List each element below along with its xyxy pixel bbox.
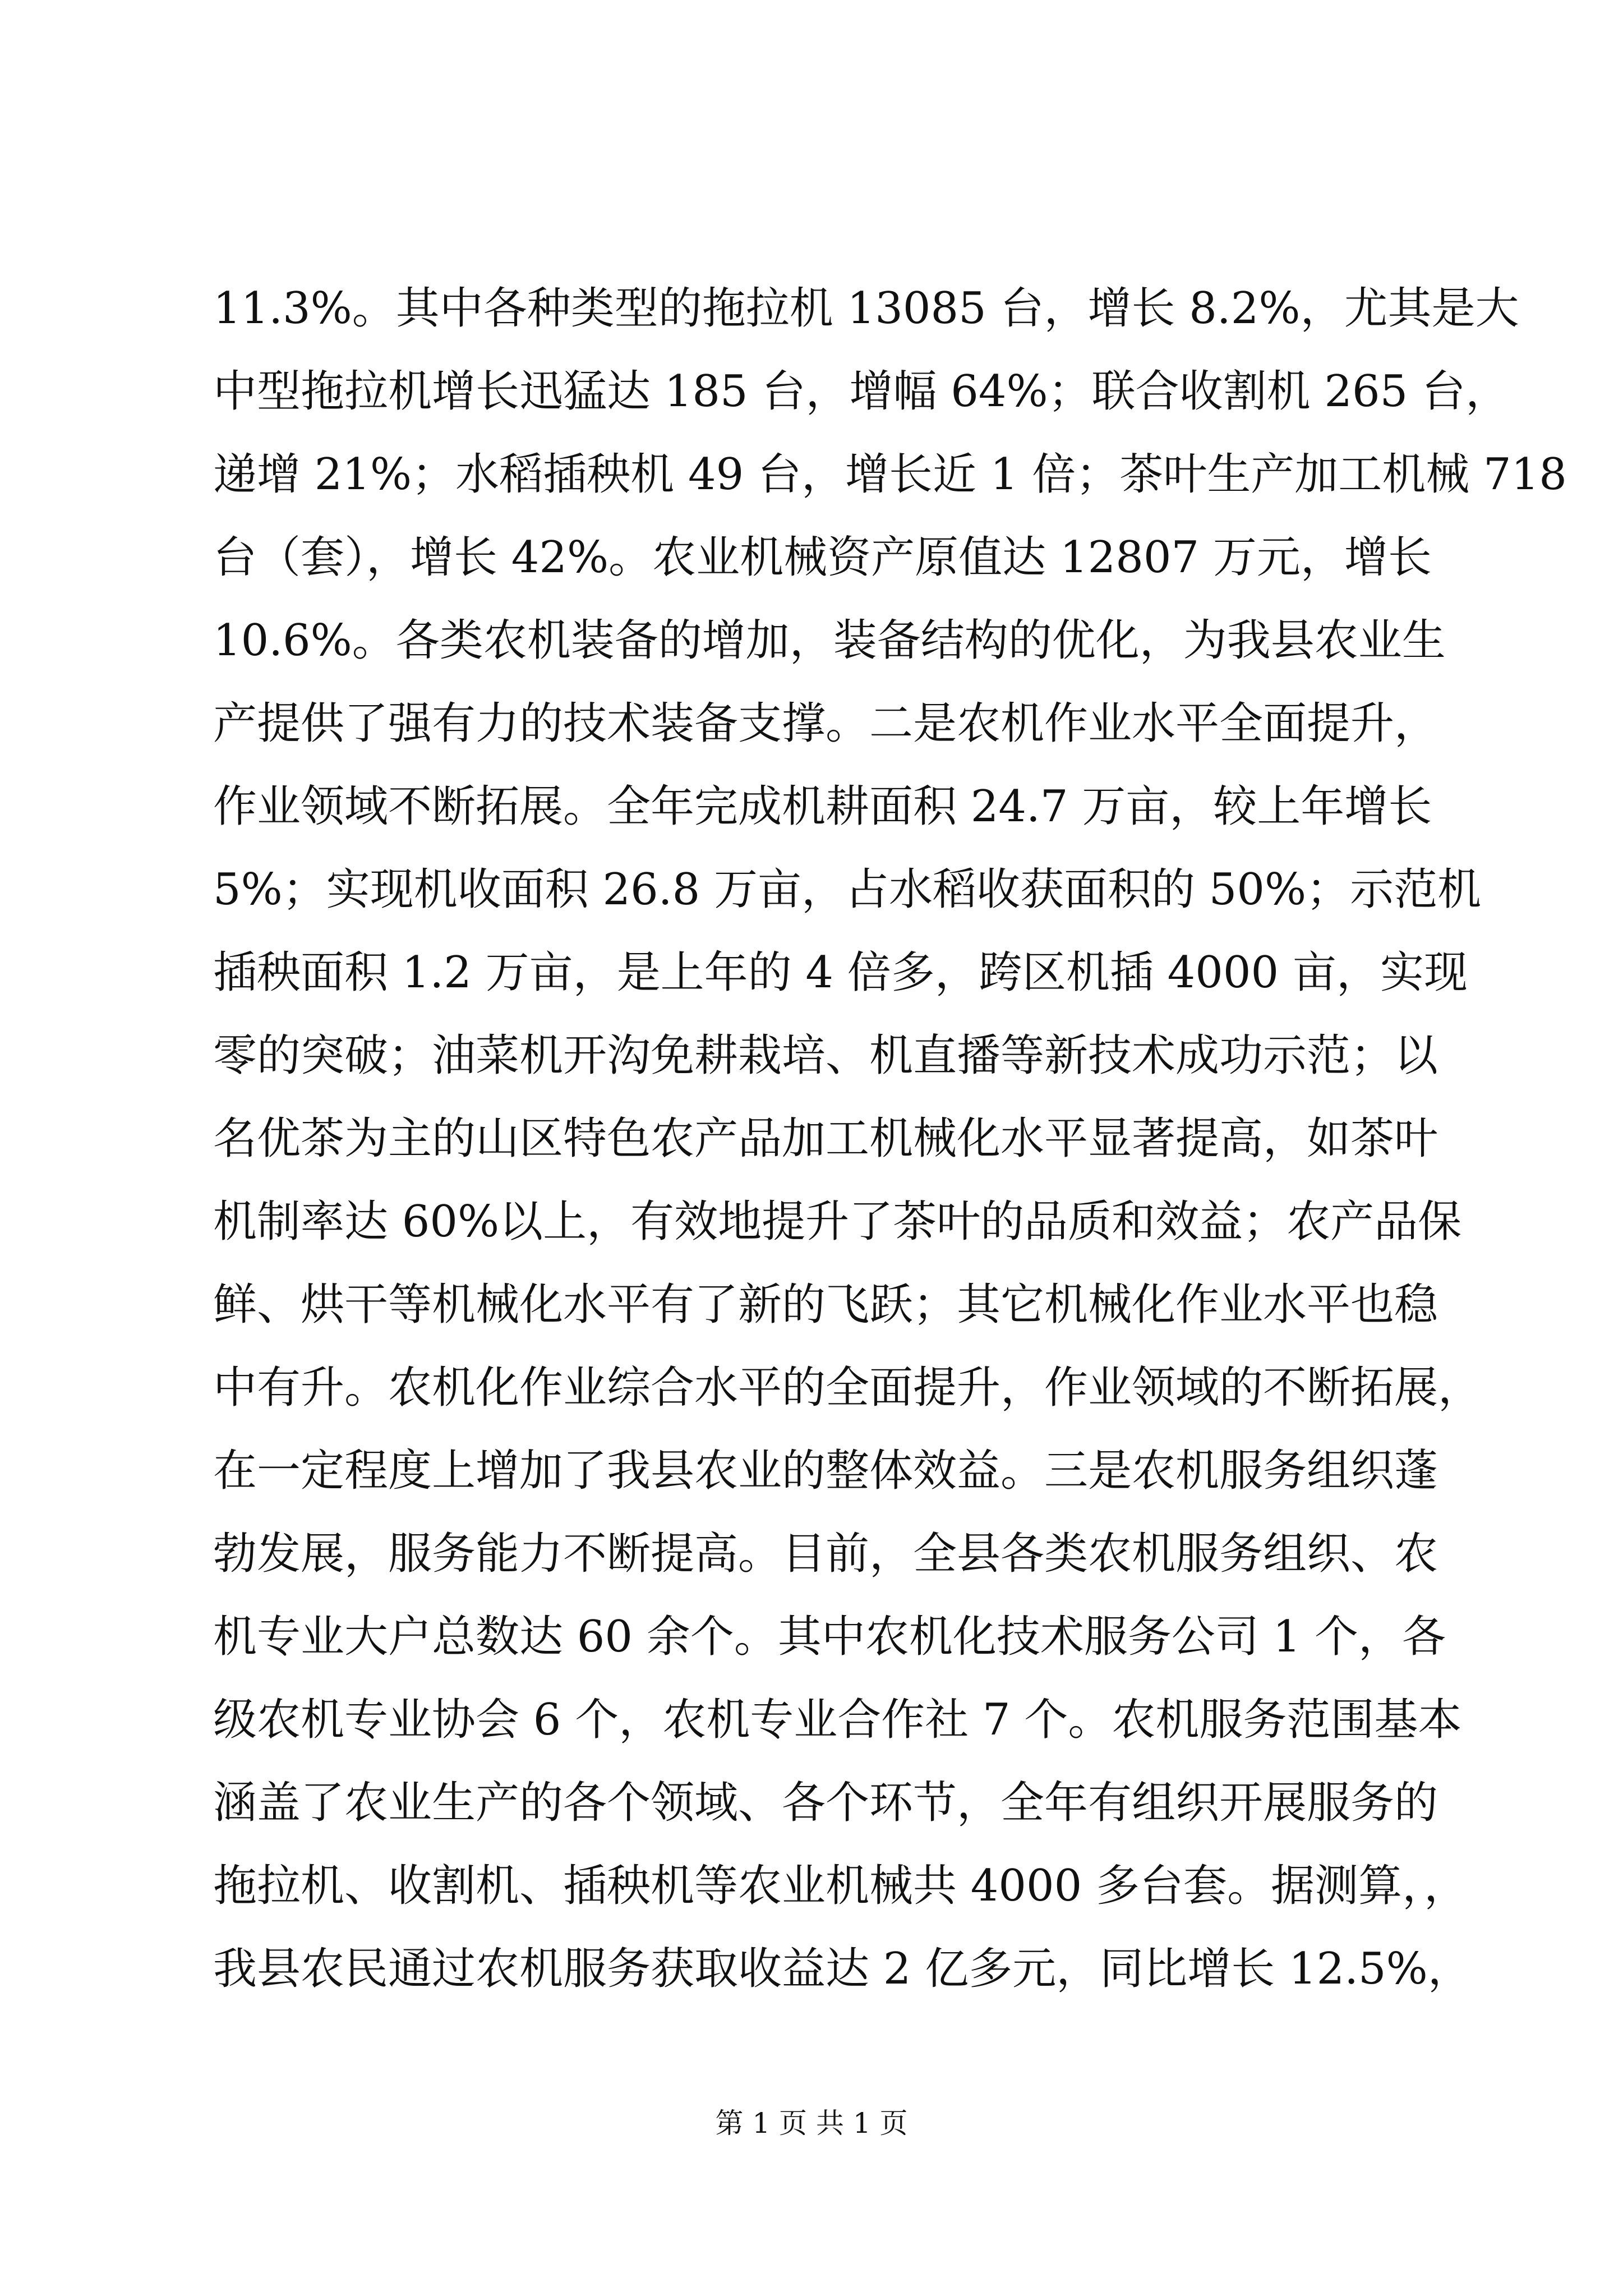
body-text: [213, 267, 1567, 2010]
page-number: 第 1 页 共 1 页: [715, 2107, 908, 2139]
text-line: 勃发展，服务能力不断提高。目前，全县各类农机服务组织、农: [213, 1529, 1438, 1579]
text-line: 机专业大户总数达 60 余个。其中农机化技术服务公司 1 个，各: [213, 1612, 1446, 1662]
text-line: 作业领域不断拓展。全年完成机耕面积 24.7 万亩，较上年增长: [213, 781, 1432, 832]
text-line: 台（套），增长 42%。农业机械资产原值达 12807 万元，增长: [213, 532, 1432, 583]
text-line: 中有升。农机化作业综合水平的全面提升，作业领域的不断拓展，: [213, 1363, 1482, 1413]
text-line: 递增 21%；水稻插秧机 49 台，增长近 1 倍；茶叶生产加工机械 718: [213, 449, 1567, 500]
text-line: 中型拖拉机增长迅猛达 185 台，增幅 64%；联合收割机 265 台，: [213, 366, 1510, 417]
text-line: 我县农民通过农机服务获取收益达 2 亿多元，同比增长 12.5%，: [213, 1944, 1472, 1994]
text-line: 5%；实现机收面积 26.8 万亩，占水稻收获面积的 50%；示范机: [213, 864, 1482, 915]
text-line: 零的突破；油菜机开沟免耕栽培、机直播等新技术成功示范；以: [213, 1030, 1438, 1081]
text-line: 在一定程度上增加了我县农业的整体效益。三是农机服务组织蓬: [213, 1446, 1438, 1496]
text-line: 插秧面积 1.2 万亩，是上年的 4 倍多，跨区机插 4000 亩，实现: [213, 947, 1468, 998]
page-footer: [0, 2104, 1623, 2143]
text-line: 拖拉机、收割机、插秧机等农业机械共 4000 多台套。据测算，，: [213, 1861, 1468, 1911]
text-line: 涵盖了农业生产的各个领域、各个环节，全年有组织开展服务的: [213, 1778, 1438, 1828]
text-line: 11.3%。其中各种类型的拖拉机 13085 台，增长 8.2%，尤其是大: [213, 283, 1519, 334]
text-line: 10.6%。各类农机装备的增加，装备结构的优化，为我县农业生: [213, 615, 1446, 666]
text-line: 机制率达 60%以上，有效地提升了茶叶的品质和效益；农产品保: [213, 1197, 1462, 1247]
text-line: 产提供了强有力的技术装备支撑。二是农机作业水平全面提升，: [213, 698, 1438, 749]
text-line: 鲜、烘干等机械化水平有了新的飞跃；其它机械化作业水平也稳: [213, 1280, 1438, 1330]
text-line: 级农机专业协会 6 个，农机专业合作社 7 个。农机服务范围基本: [213, 1695, 1462, 1745]
text-line: 名优茶为主的山区特色农产品加工机械化水平显著提高，如茶叶: [213, 1114, 1438, 1164]
